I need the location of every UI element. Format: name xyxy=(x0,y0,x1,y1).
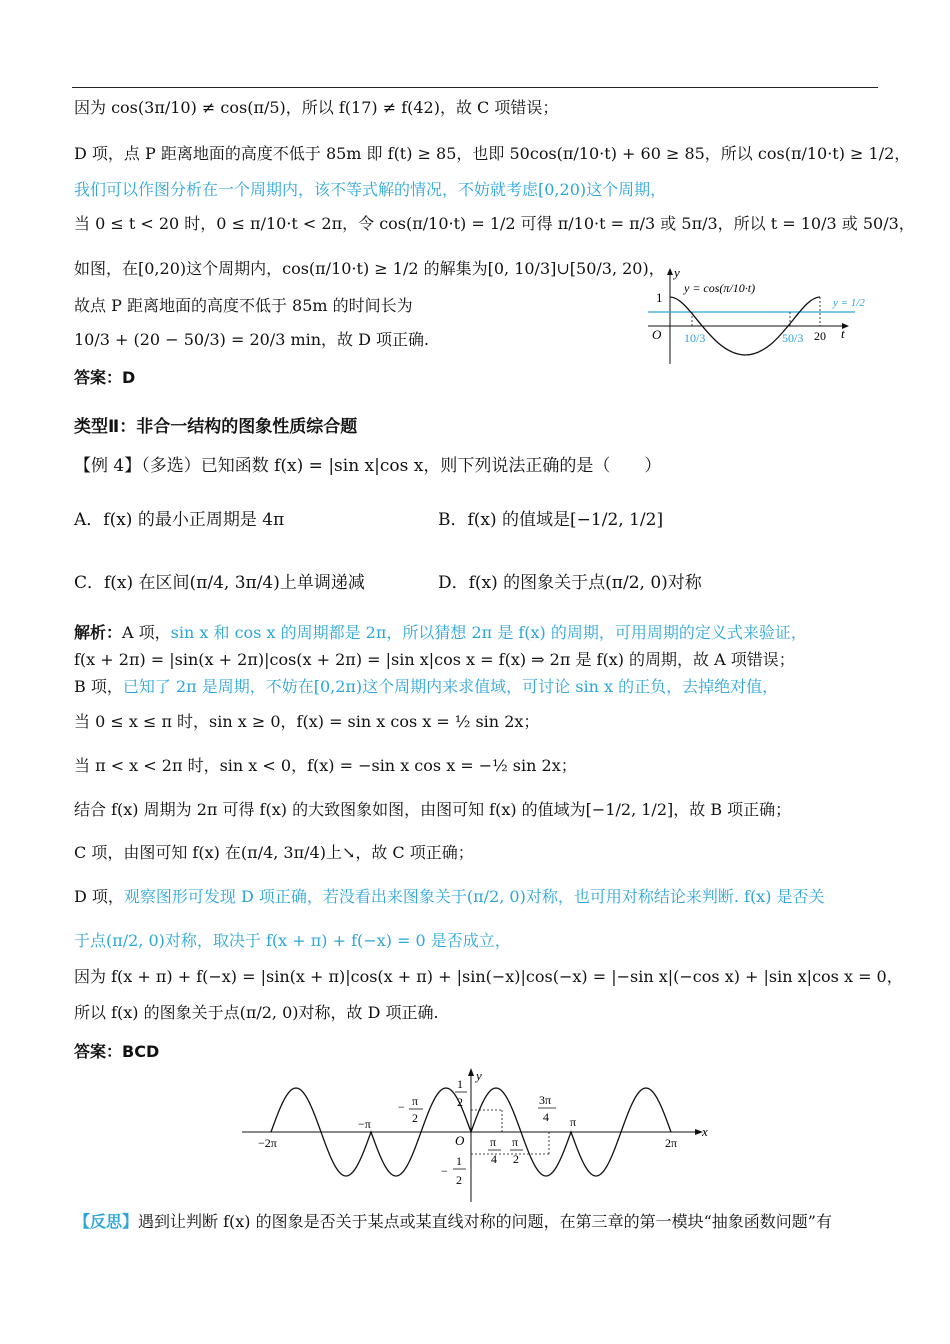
y-axis-label: y xyxy=(674,265,680,280)
reflection-line: 【反思】遇到让判断 f(x) 的图象是否关于某点或某直线对称的问题，在第三章的第一模块“抽象函数问题”有 xyxy=(74,1212,832,1231)
hint-line: 于点(π/2, 0)对称，取决于 f(x + π) + f(−x) = 0 是否成立， xyxy=(74,931,511,950)
answer-label: 答案：BCD xyxy=(74,1042,160,1061)
y-axis-label: y xyxy=(476,1068,482,1083)
option-a: A．f(x) 的最小正周期是 4π xyxy=(74,510,285,530)
solution-line: 解析：A 项，sin x 和 cos x 的周期都是 2π，所以猜想 2π 是 f(x) 的周期，可用周期的定义式来验证， xyxy=(74,623,807,642)
tick-neg-2pi: −2π xyxy=(258,1136,277,1150)
y-neg-half-num: 1 xyxy=(456,1154,462,1168)
example-stem: 【例 4】（多选）已知函数 f(x) = |sin x|cos x，则下列说法正确的是（ ） xyxy=(74,456,662,476)
solution-line: D 项，观察图形可发现 D 项正确，若没看出来图象关于(π/2, 0)对称，也可用对称结论来判断. f(x) 是否关 xyxy=(74,887,825,906)
y-half-num: 1 xyxy=(457,1077,463,1091)
t-axis-label: t xyxy=(841,326,845,341)
text-line: 结合 f(x) 周期为 2π 可得 f(x) 的大致图象如图，由图可知 f(x) 的值域为[−1/2, 1/2]，故 B 项正确； xyxy=(74,800,792,819)
solution-label: 解析： xyxy=(74,623,123,642)
tick-neg-half-pi-den: 2 xyxy=(412,1111,418,1125)
tick-three-quarter-pi-num: 3π xyxy=(539,1093,552,1107)
section-title: 类型Ⅱ：非合一结构的图象性质综合题 xyxy=(74,417,358,437)
text-line: C 项，由图可知 f(x) 在(π/4, 3π/4)上↘，故 C 项正确； xyxy=(74,843,474,862)
tick-twenty: 20 xyxy=(814,329,826,343)
tick-neg-half-pi-minus: − xyxy=(398,1100,405,1114)
option-d: D．f(x) 的图象关于点(π/2, 0)对称 xyxy=(438,573,702,593)
text-line: 所以 f(x) 的图象关于点(π/2, 0)对称，故 D 项正确. xyxy=(74,1003,439,1022)
tick-half-pi-num: π xyxy=(512,1135,519,1149)
abs-sin-cos-graph xyxy=(240,1066,720,1206)
text-line: 因为 f(x + π) + f(−x) = |sin(x + π)|cos(x + π) + |sin(−x)|cos(−x) = |−sin x|(−cos x) + |sin x|cos x = 0， xyxy=(74,967,903,986)
tick-fifty-thirds: 50/3 xyxy=(782,331,804,345)
text-line: 因为 cos(3π/10) ≠ cos(π/5)，所以 f(17) ≠ f(42)，故 C 项错误； xyxy=(74,98,559,117)
tick-quarter-pi-den: 4 xyxy=(491,1152,497,1166)
option-b: B．f(x) 的值域是[−1/2, 1/2] xyxy=(438,510,664,530)
cosine-graph xyxy=(640,264,880,372)
header-rule xyxy=(72,87,878,88)
y-arrow xyxy=(667,268,673,275)
text-line: 当 π < x < 2π 时，sin x < 0，f(x) = −sin x cos x = −½ sin 2x； xyxy=(74,756,577,775)
one-label: 1 xyxy=(656,290,663,305)
tick-pi: π xyxy=(570,1115,577,1129)
curve-label: y = cos(π/10·t) xyxy=(684,281,756,295)
text-line: 10/3 + (20 − 50/3) = 20/3 min，故 D 项正确. xyxy=(74,330,430,349)
text-line: D 项，点 P 距离地面的高度不低于 85m 即 f(t) ≥ 85，也即 50cos(π/10·t) + 60 ≥ 85，所以 cos(π/10·t) ≥ 1/2， xyxy=(74,144,911,163)
hint-line: 我们可以作图分析在一个周期内，该不等式解的情况，不妨就考虑[0,20)这个周期， xyxy=(74,180,667,199)
y-arrow xyxy=(468,1068,474,1076)
text-line: 如图，在[0,20)这个周期内，cos(π/10·t) ≥ 1/2 的解集为[0, 10/3]∪[50/3, 20)， xyxy=(74,259,665,278)
y-neg-half-den: 2 xyxy=(456,1173,462,1187)
tick-ten-thirds: 10/3 xyxy=(684,331,706,345)
tick-neg-half-pi-num: π xyxy=(412,1094,419,1108)
tick-2pi: 2π xyxy=(665,1136,678,1150)
text-line: 故点 P 距离地面的高度不低于 85m 的时间长为 xyxy=(74,296,413,315)
x-axis-label: x xyxy=(702,1124,708,1139)
origin-label: O xyxy=(652,327,662,342)
half-line-label: y = 1/2 xyxy=(833,297,865,309)
text-line: f(x + 2π) = |sin(x + 2π)|cos(x + 2π) = |sin x|cos x = f(x) ⇒ 2π 是 f(x) 的周期，故 A 项错误； xyxy=(74,650,795,669)
text-line: 当 0 ≤ x ≤ π 时，sin x ≥ 0，f(x) = sin x cos x = ½ sin 2x； xyxy=(74,712,540,731)
tick-half-pi-den: 2 xyxy=(513,1152,519,1166)
tick-neg-pi: −π xyxy=(358,1117,371,1131)
tick-three-quarter-pi-den: 4 xyxy=(543,1110,549,1124)
text-line: 当 0 ≤ t < 20 时，0 ≤ π/10·t < 2π，令 cos(π/10·t) = 1/2 可得 π/10·t = π/3 或 5π/3，所以 t = 10/3 或 50/3， xyxy=(74,214,915,233)
origin-label: O xyxy=(455,1133,465,1148)
answer-label: 答案：D xyxy=(74,368,136,387)
option-c: C．f(x) 在区间(π/4, 3π/4)上单调递减 xyxy=(74,573,365,593)
y-neg-half-minus: − xyxy=(441,1164,448,1178)
reflection-tag: 【反思】 xyxy=(74,1212,139,1231)
tick-quarter-pi-num: π xyxy=(490,1135,497,1149)
y-half-den: 2 xyxy=(457,1095,463,1109)
solution-line: B 项，已知了 2π 是周期，不妨在[0,2π)这个周期内来求值域，可讨论 sin x 的正负，去掉绝对值， xyxy=(74,677,779,696)
